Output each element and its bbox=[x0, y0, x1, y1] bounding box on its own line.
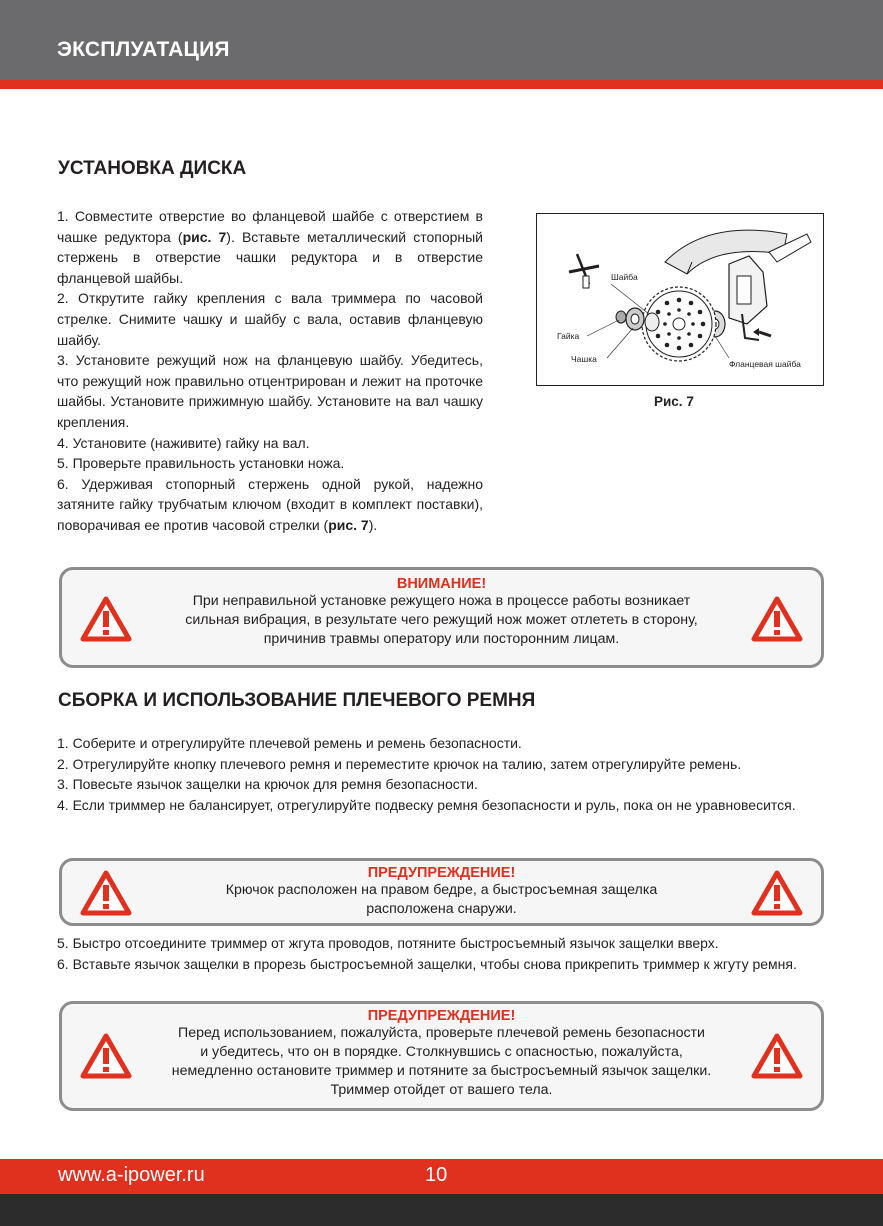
label-washer: Шайба bbox=[611, 272, 638, 282]
step-4: 4. Установите (наживите) гайку на вал. bbox=[57, 434, 310, 451]
alert-line: Крючок расположен на правом бедре, а быстросъемная защелка bbox=[225, 882, 658, 898]
figure-caption: Рис. 7 bbox=[654, 394, 694, 409]
step-5: 5. Проверьте правильность установки ножа. bbox=[57, 455, 345, 472]
step-6: 6. Удерживая стопорный стержень одной рукой, надежно затяните гайку трубчатым ключом (входит в комплект поставки), поворачивая ее против часовой стрелки (рис. 7). bbox=[57, 475, 483, 533]
warning-triangle-icon bbox=[750, 1032, 804, 1080]
alert-line: Триммер отойдет от вашего тела. bbox=[330, 1082, 553, 1098]
warning-box-hook bbox=[59, 858, 824, 926]
warning-triangle-icon bbox=[79, 1032, 133, 1080]
figure-7 bbox=[536, 213, 824, 386]
attention-box bbox=[59, 567, 824, 668]
label-cup: Чашка bbox=[571, 354, 597, 364]
list-item: 1. Соберите и отрегулируйте плечевой ремень и ремень безопасности. bbox=[57, 735, 522, 751]
header-accent-rule bbox=[0, 80, 883, 89]
list-item: 2. Отрегулируйте кнопку плечевого ремня и переместите крючок на талию, затем отрегулируйте ремень. bbox=[57, 755, 742, 772]
warning-triangle-icon bbox=[79, 595, 133, 643]
warning-triangle-icon bbox=[750, 595, 804, 643]
figure-ref: рис. 7 bbox=[328, 516, 369, 533]
page-header bbox=[0, 0, 883, 80]
section-title-shoulder-strap: СБОРКА И ИСПОЛЬЗОВАНИЕ ПЛЕЧЕВОГО РЕМНЯ bbox=[58, 690, 536, 711]
label-nut: Гайка bbox=[557, 331, 580, 341]
list-item: 6. Вставьте язычок защелки в прорезь быстросъемной защелки, чтобы снова прикрепить триммер к жгуту ремня. bbox=[57, 955, 797, 972]
page-number: 10 bbox=[425, 1164, 448, 1186]
warning-triangle-icon bbox=[79, 869, 133, 917]
header-title: ЭКСПЛУАТАЦИЯ bbox=[57, 38, 230, 61]
strap-steps-part1 bbox=[57, 733, 797, 815]
alert-title: ПРЕДУПРЕЖДЕНИЕ! bbox=[367, 865, 516, 881]
figure-ref: рис. 7 bbox=[182, 228, 227, 245]
alert-line: причинив травмы оператору или посторонним лицам. bbox=[263, 631, 620, 647]
strap-steps-part2 bbox=[57, 933, 797, 974]
alert-title: ВНИМАНИЕ! bbox=[396, 576, 487, 592]
section-title-disk: УСТАНОВКА ДИСКА bbox=[58, 158, 247, 179]
alert-title: ПРЕДУПРЕЖДЕНИЕ! bbox=[367, 1008, 516, 1024]
alert-line: сильная вибрация, в результате чего режущий нож может отлететь в сторону, bbox=[185, 612, 698, 628]
step-2: 2. Открутите гайку крепления с вала триммера по часовой стрелке. Снимите чашку и шайбу с вала, оставив фланцевую шайбу. bbox=[57, 290, 483, 348]
alert-line: немедленно остановите триммер и потяните за быстросъемный язычок защелки. bbox=[171, 1063, 712, 1079]
warning-triangle-icon bbox=[750, 869, 804, 917]
footer-website-link[interactable]: www.a-ipower.ru bbox=[58, 1164, 205, 1186]
step-3: 3. Установите режущий нож на фланцевую шайбу. Убедитесь, что режущий нож правильно отцентрирован и лежит на проточке шайбы. Установите прижимную шайбу. Установите на вал чашку крепления. bbox=[57, 352, 483, 430]
list-item: 5. Быстро отсоедините триммер от жгута проводов, потяните быстросъемный язычок защелки вверх. bbox=[57, 935, 719, 951]
disk-install-steps bbox=[57, 206, 483, 536]
list-item: 4. Если триммер не балансирует, отрегулируйте подвеску ремня безопасности и руль, пока он не уравновесится. bbox=[57, 796, 796, 813]
alert-line: и убедитесь, что он в порядке. Столкнувшись с опасностью, пожалуйста, bbox=[200, 1044, 683, 1060]
alert-line: расположена снаружи. bbox=[366, 901, 517, 917]
label-flange-washer: Фланцевая шайба bbox=[729, 359, 801, 369]
list-item: 3. Повесьте язычок защелки на крючок для ремня безопасности. bbox=[57, 776, 478, 793]
alert-line: При неправильной установке режущего ножа в процессе работы возникает bbox=[192, 593, 691, 609]
alert-line: Перед использованием, пожалуйста, проверьте плечевой ремень безопасности bbox=[178, 1025, 705, 1041]
warning-box-strap-check bbox=[59, 1001, 824, 1111]
step-1: 1. Совместите отверстие во фланцевой шайбе с отверстием в чашке редуктора (рис. 7). Вставьте металлический стопорный стержень в отверстие чашки редуктора и в отверстие фланцевой шайбы. bbox=[57, 208, 483, 286]
